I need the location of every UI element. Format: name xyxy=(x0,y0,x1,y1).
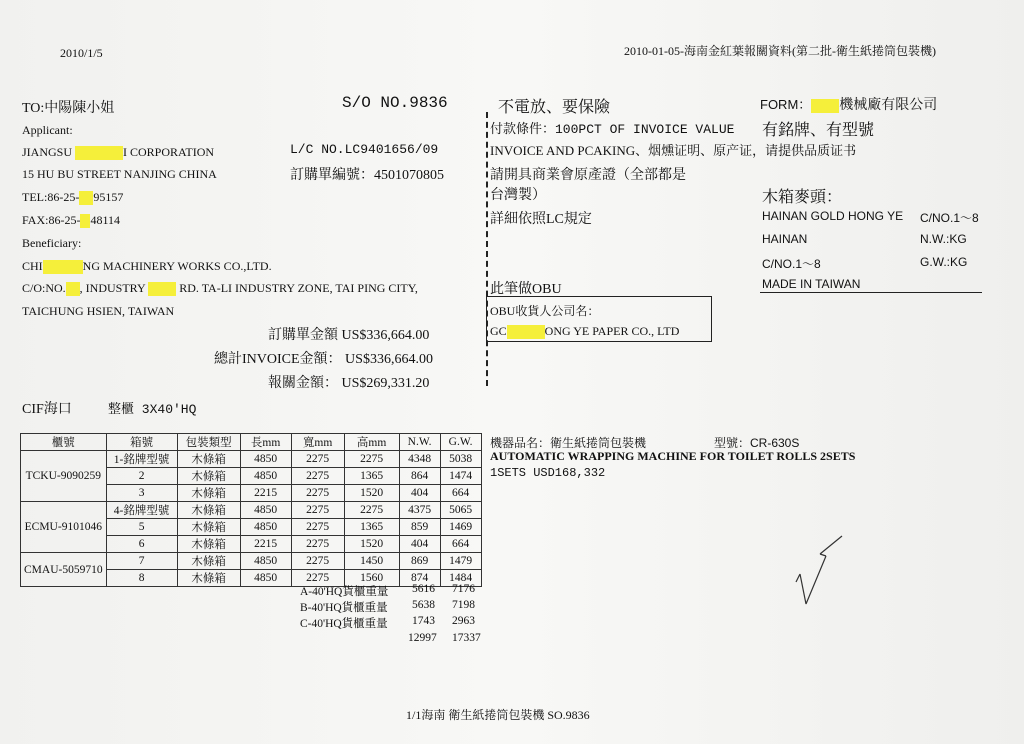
total-b-nw: 5638 xyxy=(412,599,435,611)
header-cell: 包裝類型 xyxy=(177,434,240,451)
document-date: 2010/1/5 xyxy=(60,46,103,60)
table-cell: 5065 xyxy=(440,502,481,519)
product-name: 機器品名：衛生紙捲筒包裝機 xyxy=(490,436,647,450)
total-b-gw: 7198 xyxy=(452,599,475,611)
table-cell: 2275 xyxy=(291,451,344,468)
so-number: S/O NO.9836 xyxy=(342,94,448,112)
shipping-mark-line1a: HAINAN GOLD HONG YE xyxy=(762,209,904,223)
redaction-mark xyxy=(148,282,176,296)
table-cell: 4850 xyxy=(240,519,291,536)
obu-company: GC ONG YE PAPER CO., LTD xyxy=(490,324,680,338)
form-line: FORM： 機械廠有限公司 xyxy=(760,97,938,113)
table-cell: 木條箱 xyxy=(177,485,240,502)
table-row xyxy=(21,553,482,570)
obu-receiver-label: OBU收貨人公司名： xyxy=(490,304,600,318)
table-cell: 4348 xyxy=(399,451,440,468)
container-cell: CMAU-5059710 xyxy=(21,553,107,587)
table-cell: 4850 xyxy=(240,570,291,587)
table-cell: 1469 xyxy=(440,519,481,536)
table-row xyxy=(21,502,482,519)
obu-note: 此筆做OBU xyxy=(490,282,562,297)
table-cell: 2275 xyxy=(291,536,344,553)
table-row xyxy=(21,451,482,468)
lc-number: L/C NO.LC9401656/09 xyxy=(290,142,439,157)
table-cell: 4850 xyxy=(240,468,291,485)
table-cell: 664 xyxy=(440,485,481,502)
signature-mark xyxy=(790,530,860,610)
po-amount: 訂購單金額 US$336,664.00 xyxy=(268,328,430,343)
table-cell: 2275 xyxy=(344,502,399,519)
to-line: TO:中陽陳小姐 xyxy=(22,101,115,116)
table-cell: 4375 xyxy=(399,502,440,519)
header-cell: 高mm xyxy=(344,434,399,451)
total-row-a: A-40'HQ貨櫃重量 xyxy=(300,586,389,598)
table-cell: 2275 xyxy=(344,451,399,468)
header-cell: 櫃號 xyxy=(21,434,107,451)
shipping-mark-line2a: HAINAN xyxy=(762,232,808,246)
file-title: 2010-01-05-海南金紅葉報關資料(第二批-衛生紙捲筒包裝機) xyxy=(624,44,936,58)
applicant-address: 15 HU BU STREET NANJING CHINA xyxy=(22,167,217,181)
po-number: 訂購單編號：4501070805 xyxy=(290,168,444,183)
table-cell: 869 xyxy=(399,553,440,570)
total-a-gw: 7176 xyxy=(452,583,475,595)
redaction-mark xyxy=(80,214,90,228)
shipping-mark-title: 木箱麥頭： xyxy=(762,189,843,206)
table-cell: 874 xyxy=(399,570,440,587)
table-cell: 8 xyxy=(106,570,177,587)
redaction-mark xyxy=(811,99,839,113)
table-cell: 木條箱 xyxy=(177,553,240,570)
mark-underline xyxy=(760,292,982,293)
payment-terms: 付款條件：100PCT OF INVOICE VALUE xyxy=(490,122,735,137)
table-cell: 4-銘牌型號 xyxy=(106,502,177,519)
lc-detail-note: 詳細依照LC規定 xyxy=(490,212,592,227)
table-cell: 1560 xyxy=(344,570,399,587)
table-cell: 1-銘牌型號 xyxy=(106,451,177,468)
grand-total-nw: 12997 xyxy=(408,632,437,644)
shipping-mark-line3a: C/NO.1～8 xyxy=(762,257,821,271)
total-row-c: C-40'HQ貨櫃重量 xyxy=(300,618,388,630)
beneficiary-city: TAICHUNG HSIEN, TAIWAN xyxy=(22,304,175,318)
beneficiary-label: Beneficiary: xyxy=(22,236,82,250)
table-cell: 1520 xyxy=(344,485,399,502)
footer-text: 1/1海南 衛生紙捲筒包裝機 SO.9836 xyxy=(406,708,590,722)
beneficiary-address: C/O:NO. , INDUSTRY RD. TA-LI INDUSTRY ZONE, TAI PING CITY, xyxy=(22,281,418,295)
table-cell: 1365 xyxy=(344,519,399,536)
brand-note: 有銘牌、有型號 xyxy=(762,122,875,139)
document-requirements: INVOICE AND PCAKING、烟燻证明、原产证，请提供品质证书 xyxy=(490,143,857,158)
table-cell: 404 xyxy=(399,536,440,553)
redaction-mark xyxy=(66,282,80,296)
header-cell: 寬mm xyxy=(291,434,344,451)
header-cell: 長mm xyxy=(240,434,291,451)
redaction-mark xyxy=(75,146,123,160)
customs-amount: 報關金額： US$269,331.20 xyxy=(268,376,430,391)
container-cell: TCKU-9090259 xyxy=(21,451,107,502)
header-cell: G.W. xyxy=(440,434,481,451)
product-price: 1SETS USD168,332 xyxy=(490,466,606,480)
applicant-label: Applicant: xyxy=(22,123,73,137)
applicant-fax: FAX:86-25- 48114 xyxy=(22,213,121,227)
table-cell: 1479 xyxy=(440,553,481,570)
table-cell: 4850 xyxy=(240,451,291,468)
redaction-mark xyxy=(79,191,93,205)
applicant-tel: TEL:86-25- 95157 xyxy=(22,190,124,204)
table-cell: 2275 xyxy=(291,519,344,536)
container-count: 整櫃 3X40'HQ xyxy=(108,402,197,417)
table-cell: 木條箱 xyxy=(177,536,240,553)
table-cell: 5038 xyxy=(440,451,481,468)
origin-certificate-line2: 台灣製） xyxy=(490,188,546,203)
shipping-mark-line1b: C/NO.1～8 xyxy=(920,211,979,225)
table-header-row xyxy=(21,434,482,451)
container-cell: ECMU-9101046 xyxy=(21,502,107,553)
table-cell: 2275 xyxy=(291,553,344,570)
table-cell: 664 xyxy=(440,536,481,553)
total-a-nw: 5616 xyxy=(412,583,435,595)
packing-table xyxy=(20,433,482,587)
table-cell: 木條箱 xyxy=(177,468,240,485)
table-cell: 木條箱 xyxy=(177,570,240,587)
table-cell: 木條箱 xyxy=(177,451,240,468)
shipping-mark-line2b: N.W.:KG xyxy=(920,232,967,246)
table-cell: 3 xyxy=(106,485,177,502)
table-cell: 4850 xyxy=(240,553,291,570)
origin-certificate-line1: 請開具商業會原產證（全部都是 xyxy=(490,168,686,183)
applicant-name: JIANGSU I CORPORATION xyxy=(22,145,215,159)
product-english-name: AUTOMATIC WRAPPING MACHINE FOR TOILET ROLLS 2SETS xyxy=(490,449,856,463)
beneficiary-name: CHI NG MACHINERY WORKS CO.,LTD. xyxy=(22,259,272,273)
table-cell: 7 xyxy=(106,553,177,570)
total-c-gw: 2963 xyxy=(452,615,475,627)
table-cell: 5 xyxy=(106,519,177,536)
table-cell: 2275 xyxy=(291,570,344,587)
shipping-mark-line4: MADE IN TAIWAN xyxy=(762,277,861,291)
total-c-nw: 1743 xyxy=(412,615,435,627)
grand-total-gw: 17337 xyxy=(452,632,481,644)
product-model: 型號：CR-630S xyxy=(714,436,800,450)
table-cell: 1484 xyxy=(440,570,481,587)
divider-line xyxy=(486,112,488,386)
invoice-amount: 總計INVOICE金額： US$336,664.00 xyxy=(214,352,433,367)
total-row-b: B-40'HQ貨櫃重量 xyxy=(300,602,388,614)
table-cell: 木條箱 xyxy=(177,502,240,519)
table-cell: 1365 xyxy=(344,468,399,485)
table-cell: 2275 xyxy=(291,502,344,519)
table-cell: 859 xyxy=(399,519,440,536)
table-cell: 404 xyxy=(399,485,440,502)
table-cell: 1520 xyxy=(344,536,399,553)
table-cell: 2215 xyxy=(240,485,291,502)
cif-port: CIF海口 xyxy=(22,402,72,417)
no-telex-note: 不電放、要保險 xyxy=(498,99,611,116)
table-cell: 1474 xyxy=(440,468,481,485)
table-cell: 2215 xyxy=(240,536,291,553)
table-cell: 木條箱 xyxy=(177,519,240,536)
table-cell: 6 xyxy=(106,536,177,553)
header-cell: N.W. xyxy=(399,434,440,451)
redaction-mark xyxy=(43,260,83,274)
shipping-mark-line3b: G.W.:KG xyxy=(920,255,968,269)
table-cell: 1450 xyxy=(344,553,399,570)
table-cell: 864 xyxy=(399,468,440,485)
redaction-mark xyxy=(507,325,545,339)
header-cell: 箱號 xyxy=(106,434,177,451)
table-cell: 2 xyxy=(106,468,177,485)
table-cell: 2275 xyxy=(291,468,344,485)
table-cell: 4850 xyxy=(240,502,291,519)
table-cell: 2275 xyxy=(291,485,344,502)
